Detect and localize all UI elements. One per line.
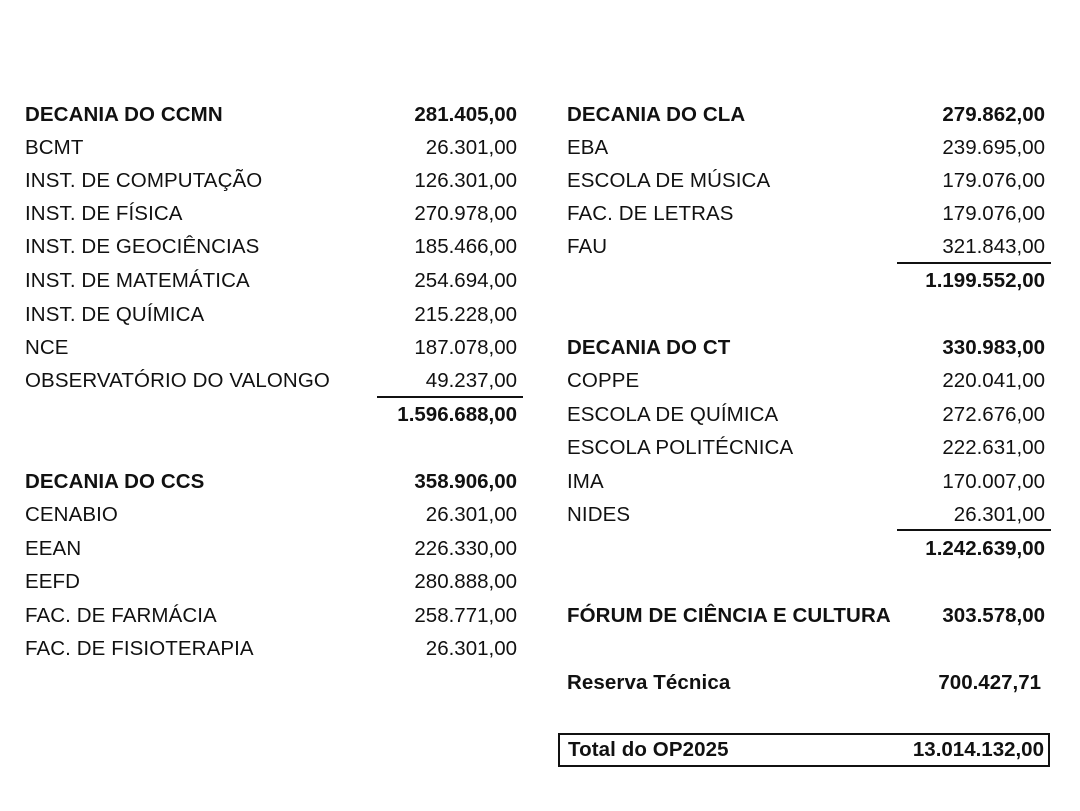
row-value: 26.301,00 bbox=[425, 503, 517, 526]
row-value: 222.631,00 bbox=[942, 436, 1045, 459]
row-label: NIDES bbox=[567, 503, 631, 526]
subtotal-row bbox=[567, 535, 1051, 563]
row-label: ESCOLA POLITÉCNICA bbox=[567, 436, 794, 459]
row-label: ESCOLA DE MÚSICA bbox=[567, 169, 771, 192]
table-row bbox=[25, 635, 523, 663]
row-value: 170.007,00 bbox=[942, 470, 1045, 493]
row-label: NCE bbox=[25, 336, 69, 359]
table-row bbox=[25, 501, 523, 529]
table-row bbox=[25, 602, 523, 630]
row-value: 220.041,00 bbox=[942, 369, 1045, 392]
row-label: BCMT bbox=[25, 136, 84, 159]
section-title-value: 358.906,00 bbox=[414, 470, 517, 493]
reserva-value: 700.427,71 bbox=[938, 671, 1041, 694]
section-title: DECANIA DO CT bbox=[567, 336, 731, 359]
row-label: EEAN bbox=[25, 537, 82, 560]
table-row bbox=[25, 334, 523, 362]
table-row bbox=[567, 233, 1051, 261]
section-title: DECANIA DO CLA bbox=[567, 103, 746, 126]
total-label: Total do OP2025 bbox=[568, 738, 729, 761]
table-row bbox=[25, 301, 523, 329]
row-value: 254.694,00 bbox=[414, 269, 517, 292]
section-title: DECANIA DO CCS bbox=[25, 470, 205, 493]
table-row bbox=[567, 468, 1051, 496]
row-label: FAC. DE LETRAS bbox=[567, 202, 734, 225]
table-row bbox=[25, 267, 523, 295]
subtotal-row bbox=[567, 267, 1051, 295]
row-value: 185.466,00 bbox=[414, 235, 517, 258]
row-value: 126.301,00 bbox=[414, 169, 517, 192]
row-value: 258.771,00 bbox=[414, 604, 517, 627]
table-row bbox=[25, 200, 523, 228]
table-row bbox=[25, 568, 523, 596]
row-label: INST. DE FÍSICA bbox=[25, 202, 183, 225]
row-label: INST. DE COMPUTAÇÃO bbox=[25, 169, 263, 192]
table-row bbox=[567, 367, 1051, 395]
row-label: IMA bbox=[567, 470, 604, 493]
section-title-value: 279.862,00 bbox=[942, 103, 1045, 126]
row-value: 270.978,00 bbox=[414, 202, 517, 225]
table-row bbox=[567, 501, 1051, 529]
subtotal-rule bbox=[377, 396, 523, 398]
subtotal-rule bbox=[897, 529, 1051, 531]
row-label: INST. DE QUÍMICA bbox=[25, 303, 205, 326]
row-value: 280.888,00 bbox=[414, 570, 517, 593]
forum-value: 303.578,00 bbox=[942, 604, 1045, 627]
ccs-header-row bbox=[25, 468, 523, 496]
table-row bbox=[567, 401, 1051, 429]
row-value: 226.330,00 bbox=[414, 537, 517, 560]
row-value: 26.301,00 bbox=[953, 503, 1045, 526]
table-row bbox=[25, 233, 523, 261]
row-value: 239.695,00 bbox=[942, 136, 1045, 159]
ct-header-row bbox=[567, 334, 1051, 362]
row-label: INST. DE GEOCIÊNCIAS bbox=[25, 235, 260, 258]
cla-header-row bbox=[567, 101, 1051, 129]
row-value: 179.076,00 bbox=[942, 202, 1045, 225]
row-label: CENABIO bbox=[25, 503, 118, 526]
table-row bbox=[25, 167, 523, 195]
subtotal-row bbox=[25, 401, 523, 429]
section-title-value: 330.983,00 bbox=[942, 336, 1045, 359]
table-row bbox=[25, 367, 523, 395]
total-value: 13.014.132,00 bbox=[912, 738, 1044, 761]
forum-label: FÓRUM DE CIÊNCIA E CULTURA bbox=[567, 604, 891, 627]
section-title: DECANIA DO CCMN bbox=[25, 103, 223, 126]
row-value: 179.076,00 bbox=[942, 169, 1045, 192]
row-label: ESCOLA DE QUÍMICA bbox=[567, 403, 779, 426]
row-value: 321.843,00 bbox=[942, 235, 1045, 258]
row-label: FAC. DE FARMÁCIA bbox=[25, 604, 217, 627]
table-row bbox=[567, 434, 1051, 462]
table-row bbox=[567, 200, 1051, 228]
total-box bbox=[558, 733, 1050, 767]
row-value: 26.301,00 bbox=[425, 136, 517, 159]
row-value: 215.228,00 bbox=[414, 303, 517, 326]
row-value: 272.676,00 bbox=[942, 403, 1045, 426]
row-label: EBA bbox=[567, 136, 609, 159]
row-label: FAC. DE FISIOTERAPIA bbox=[25, 637, 254, 660]
subtotal-value: 1.242.639,00 bbox=[925, 537, 1045, 560]
subtotal-value: 1.596.688,00 bbox=[397, 403, 517, 426]
row-label: FAU bbox=[567, 235, 608, 258]
table-row bbox=[25, 535, 523, 563]
row-label: INST. DE MATEMÁTICA bbox=[25, 269, 250, 292]
ccmn-header-row bbox=[25, 101, 523, 129]
section-title-value: 281.405,00 bbox=[414, 103, 517, 126]
row-label: OBSERVATÓRIO DO VALONGO bbox=[25, 369, 330, 392]
subtotal-rule bbox=[897, 262, 1051, 264]
subtotal-value: 1.199.552,00 bbox=[925, 269, 1045, 292]
row-value: 26.301,00 bbox=[425, 637, 517, 660]
reserva-label: Reserva Técnica bbox=[567, 671, 731, 694]
table-row bbox=[567, 167, 1051, 195]
forum-row bbox=[567, 602, 1051, 630]
table-row bbox=[25, 134, 523, 162]
row-value: 49.237,00 bbox=[425, 369, 517, 392]
row-value: 187.078,00 bbox=[414, 336, 517, 359]
row-label: EEFD bbox=[25, 570, 81, 593]
row-label: COPPE bbox=[567, 369, 640, 392]
reserva-row bbox=[567, 669, 1051, 697]
table-row bbox=[567, 134, 1051, 162]
